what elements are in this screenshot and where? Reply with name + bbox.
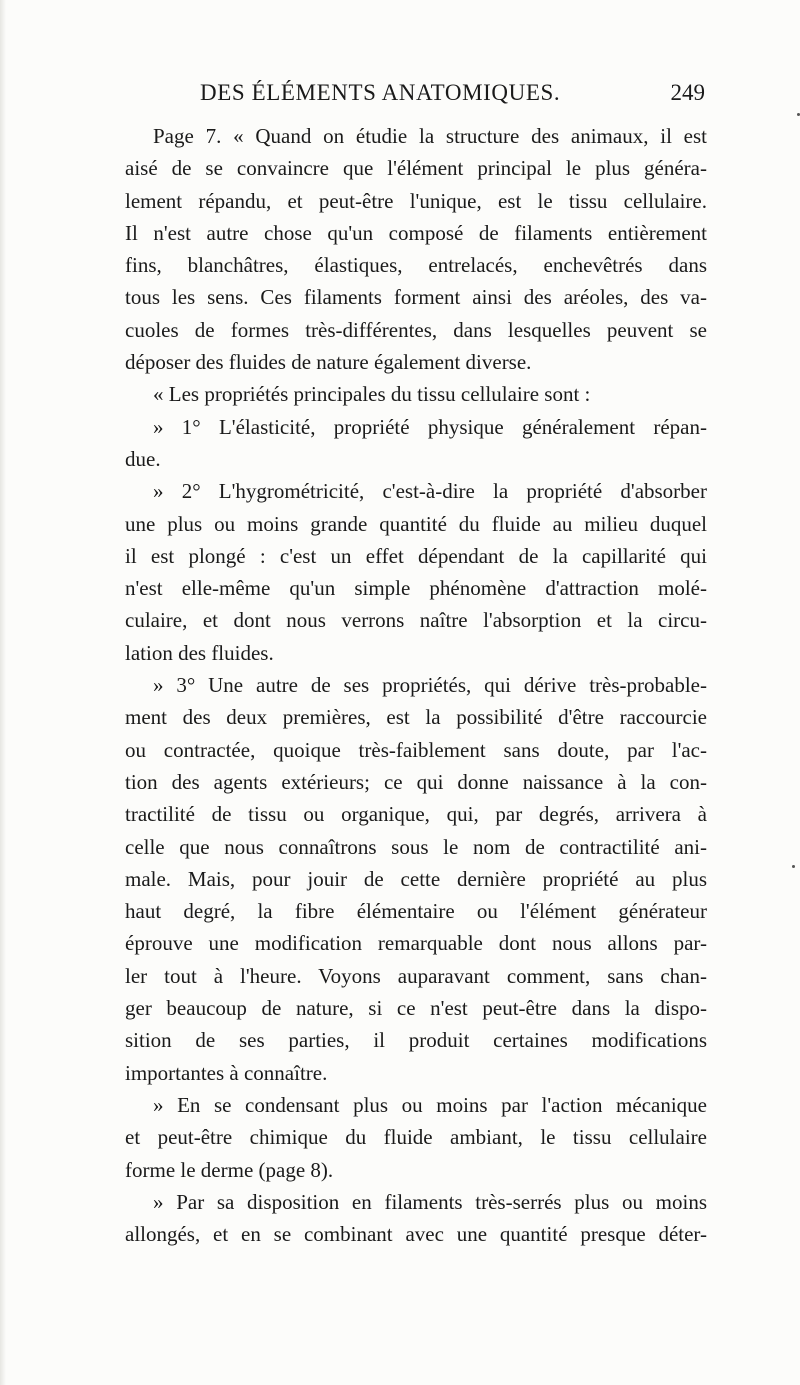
text-line: » En se condensant plus ou moins par l'action mécanique — [153, 1092, 707, 1117]
text-line: allongés, et en se combinant avec une quantité presque déter- — [125, 1222, 707, 1247]
page-header — [200, 80, 705, 116]
text-line: ler tout à l'heure. Voyons auparavant comment, sans chan- — [125, 963, 707, 988]
text-line: » 3° Une autre de ses propriétés, qui dérive très-probable- — [153, 673, 707, 698]
text-line: tous les sens. Ces filaments forment ainsi des aréoles, des va- — [125, 285, 707, 310]
text-line: fins, blanchâtres, élastiques, entrelacés, enchevêtrés dans — [125, 253, 707, 278]
text-line: male. Mais, pour jouir de cette dernière propriété au plus — [125, 866, 707, 891]
text-line: tractilité de tissu ou organique, qui, par degrés, arrivera à — [125, 802, 707, 827]
text-line: lement répandu, et peut-être l'unique, est le tissu cellulaire. — [125, 188, 707, 213]
page-number: 249 — [670, 80, 705, 105]
paper-speck — [792, 865, 795, 868]
text-line: il est plongé : c'est un effet dépendant de la capillarité qui — [125, 543, 707, 568]
text-line: tion des agents extérieurs; ce qui donne naissance à la con- — [125, 769, 707, 794]
text-line: aisé de se convaincre que l'élément principal le plus généra- — [125, 156, 707, 181]
text-line: sition de ses parties, il produit certaines modifications — [125, 1028, 707, 1053]
text-line: Il n'est autre chose qu'un composé de filaments entièrement — [125, 220, 707, 245]
text-line: forme le derme (page 8). — [125, 1157, 334, 1182]
text-line: « Les propriétés principales du tissu cellulaire sont : — [153, 382, 591, 407]
text-line: éprouve une modification remarquable dont nous allons par- — [125, 931, 707, 956]
running-title: DES ÉLÉMENTS ANATOMIQUES. — [200, 80, 561, 105]
text-line: cuoles de formes très-différentes, dans lesquelles peuvent se — [125, 317, 707, 342]
text-line: haut degré, la fibre élémentaire ou l'élément générateur — [125, 899, 707, 924]
page-edge-shadow — [0, 0, 6, 1385]
text-line: culaire, et dont nous verrons naître l'absorption et la circu- — [125, 608, 707, 633]
text-line: déposer des fluides de nature également diverse. — [125, 350, 532, 375]
text-line: et peut-être chimique du fluide ambiant, le tissu cellulaire — [125, 1125, 707, 1150]
text-line: lation des fluides. — [125, 640, 274, 665]
text-line: une plus ou moins grande quantité du fluide au milieu duquel — [125, 511, 707, 536]
body-text — [125, 120, 707, 1250]
text-line: due. — [125, 446, 161, 471]
text-line: ou contractée, quoique très-faiblement sans doute, par l'ac- — [125, 737, 707, 762]
text-line: » 1° L'élasticité, propriété physique généralement répan- — [153, 414, 707, 439]
text-line: n'est elle-même qu'un simple phénomène d'attraction molé- — [125, 576, 707, 601]
text-line: importantes à connaître. — [125, 1060, 328, 1085]
text-line: ger beaucoup de nature, si ce n'est peut-être dans la dispo- — [125, 996, 707, 1021]
text-line: Page 7. « Quand on étudie la structure des animaux, il est — [153, 124, 707, 148]
text-line: celle que nous connaîtrons sous le nom de contractilité ani- — [125, 834, 707, 859]
text-line: ment des deux premières, est la possibilité d'être raccourcie — [125, 705, 707, 730]
text-line: » 2° L'hygrométricité, c'est-à-dire la propriété d'absorber — [153, 479, 707, 504]
text-line: » Par sa disposition en filaments très-serrés plus ou moins — [153, 1189, 707, 1214]
